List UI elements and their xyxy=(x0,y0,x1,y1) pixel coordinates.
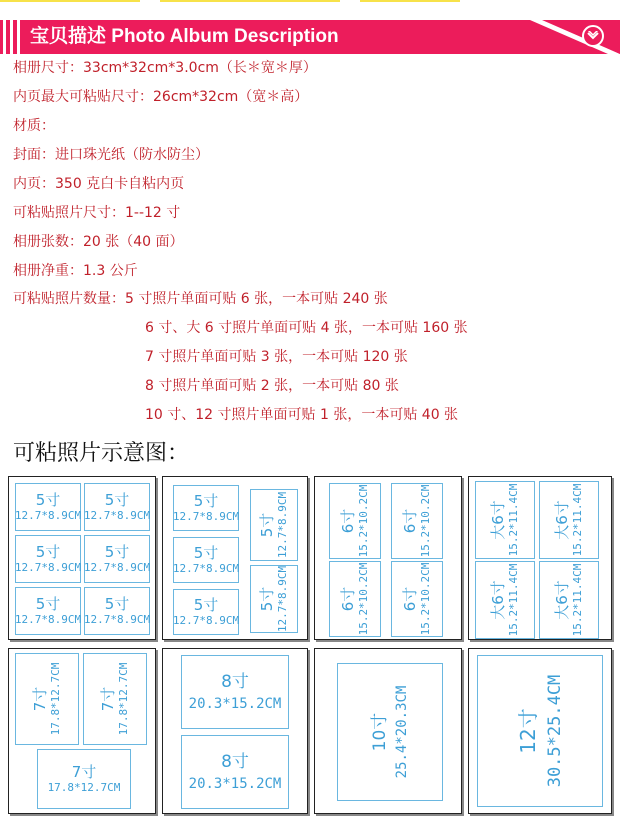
spec-inner-page: 内页：350 克白卡自粘内页 xyxy=(13,176,185,192)
photo-slot: 5寸 12.7*8.9CM xyxy=(84,483,150,531)
photo-slot: 5寸 12.7*8.9CM xyxy=(15,535,81,583)
panel-7inch xyxy=(8,648,156,814)
diagram-heading: 可粘照片示意图： xyxy=(13,441,190,466)
panel-5inch-mixed xyxy=(162,476,308,640)
chevron-down-circle-icon[interactable] xyxy=(582,25,604,47)
photo-slot: 5寸 12.7*8.9CM xyxy=(250,565,298,633)
spec-material: 材质： xyxy=(13,118,55,134)
photo-slot: 5寸 12.7*8.9CM xyxy=(84,587,150,635)
photo-slot: 5寸 12.7*8.9CM xyxy=(84,535,150,583)
photo-slot: 6寸 15.2*10.2CM xyxy=(329,483,381,559)
photo-slot: 6寸 15.2*10.2CM xyxy=(391,483,443,559)
spec-page-size: 内页最大可粘贴尺寸：26cm*32cm（宽＊高） xyxy=(13,89,309,105)
photo-slot: 5寸 12.7*8.9CM xyxy=(15,483,81,531)
photo-slot: 大6寸 15.2*11.4CM xyxy=(475,561,535,639)
photo-slot: 12寸 30.5*25.4CM xyxy=(477,655,603,807)
photo-slot: 大6寸 15.2*11.4CM xyxy=(539,481,599,559)
photo-slot: 6寸 15.2*10.2CM xyxy=(391,561,443,637)
spec-photo-sizes: 可粘贴照片尺寸：1--12 寸 xyxy=(13,205,181,221)
spec-net-weight: 相册净重：1.3 公斤 xyxy=(13,263,138,279)
spec-capacity-5inch: 可粘贴照片数量：5 寸照片单面可贴 6 张，一本可贴 240 张 xyxy=(13,291,388,307)
panel-10inch xyxy=(314,648,462,814)
description-banner xyxy=(0,20,620,54)
banner-title: 宝贝描述 Photo Album Description xyxy=(30,26,339,47)
spec-sheet-count: 相册张数：20 张（40 面） xyxy=(13,234,184,250)
photo-slot: 5寸 12.7*8.9CM xyxy=(173,485,239,531)
panel-8inch xyxy=(162,648,308,814)
panel-6inch xyxy=(314,476,462,640)
photo-slot: 8寸 20.3*15.2CM xyxy=(181,735,289,809)
photo-slot: 5寸 12.7*8.9CM xyxy=(15,587,81,635)
photo-slot: 7寸 17.8*12.7CM xyxy=(83,653,147,745)
panel-large-6inch xyxy=(468,476,612,640)
spec-cover: 封面：进口珠光纸（防水防尘） xyxy=(13,147,209,163)
spec-album-size: 相册尺寸：33cm*32cm*3.0cm（长＊宽＊厚） xyxy=(13,60,317,76)
photo-slot: 6寸 15.2*10.2CM xyxy=(329,561,381,637)
photo-slot: 大6寸 15.2*11.4CM xyxy=(475,481,535,559)
photo-slot: 大6寸 15.2*11.4CM xyxy=(539,561,599,639)
photo-slot: 7寸 17.8*12.7CM xyxy=(37,749,131,809)
photo-slot: 5寸 12.7*8.9CM xyxy=(173,537,239,583)
panel-5inch-six xyxy=(8,476,156,640)
photo-slot: 5寸 12.7*8.9CM xyxy=(250,489,298,561)
spec-capacity-10-12inch: 10 寸、12 寸照片单面可贴 1 张，一本可贴 40 张 xyxy=(145,407,459,423)
photo-slot: 8寸 20.3*15.2CM xyxy=(181,655,289,729)
photo-slot: 5寸 12.7*8.9CM xyxy=(173,589,239,635)
top-decoration-line xyxy=(0,0,620,3)
spec-capacity-6inch: 6 寸、大 6 寸照片单面可贴 4 张，一本可贴 160 张 xyxy=(145,320,468,336)
spec-capacity-7inch: 7 寸照片单面可贴 3 张，一本可贴 120 张 xyxy=(145,349,408,365)
panel-12inch xyxy=(468,648,612,814)
photo-slot: 10寸 25.4*20.3CM xyxy=(337,663,443,801)
photo-slot: 7寸 17.8*12.7CM xyxy=(15,653,79,745)
spec-capacity-8inch: 8 寸照片单面可贴 2 张，一本可贴 80 张 xyxy=(145,378,399,394)
